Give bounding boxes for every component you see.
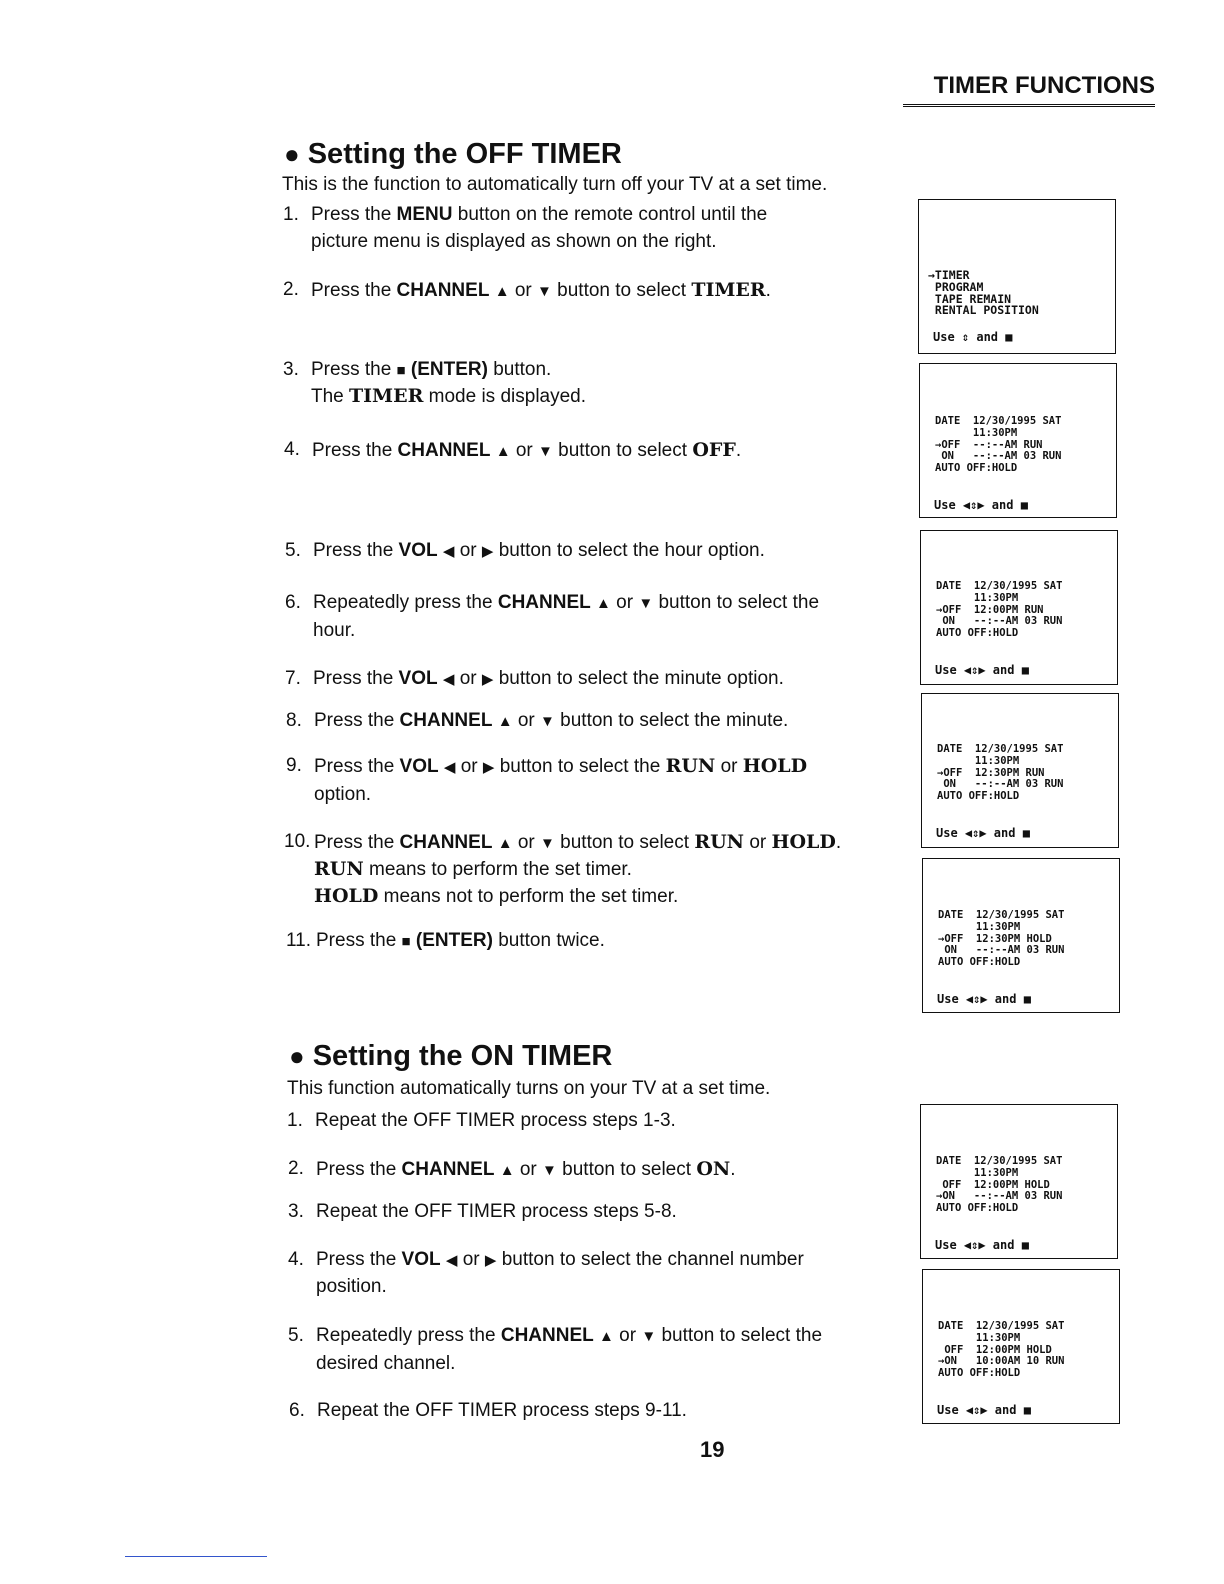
footer-link-underline <box>125 1556 267 1557</box>
osd-screen-2 <box>920 530 1118 685</box>
osd-line: →OFF 12:30PM HOLD <box>938 932 1052 945</box>
osd-line: →OFF 12:00PM RUN <box>936 603 1044 616</box>
step-line: position. <box>316 1276 387 1297</box>
on-timer-intro: This function automatically turns on your TV at a set time. <box>287 1078 771 1099</box>
osd-menu-foot: Use ⇕ and ■ <box>933 330 1013 344</box>
step-number: 8. <box>286 710 302 731</box>
off-timer-title: Setting the OFF TIMER <box>307 138 622 170</box>
step-line: Press the CHANNEL ▲ or ▼ button to select the minute. <box>314 710 789 731</box>
osd-screen-lines <box>936 1156 1062 1215</box>
osd-line: OFF 12:00PM HOLD <box>936 1178 1050 1191</box>
osd-screen-1 <box>919 363 1117 518</box>
osd-line: →ON --:--AM 03 RUN <box>936 1190 1063 1203</box>
on-timer-title: Setting the ON TIMER <box>312 1040 613 1072</box>
osd-line: 11:30PM <box>937 754 1020 767</box>
osd-line: AUTO OFF:HOLD <box>938 1367 1021 1380</box>
on-timer-heading <box>289 1040 612 1073</box>
step-number: 4. <box>288 1249 304 1270</box>
step-line: Press the CHANNEL ▲ or ▼ button to select TIMER. <box>311 279 771 301</box>
osd-line: AUTO OFF:HOLD <box>937 790 1020 803</box>
step-line: Repeat the OFF TIMER process steps 5-8. <box>316 1201 677 1222</box>
osd-line: 11:30PM <box>936 591 1019 604</box>
osd-screen-3 <box>921 693 1119 848</box>
osd-screen-6 <box>922 1269 1120 1424</box>
osd-line: RENTAL POSITION <box>928 303 1039 318</box>
step-number: 3. <box>283 359 299 380</box>
step-number: 5. <box>288 1325 304 1346</box>
step-line: option. <box>314 784 372 805</box>
bullet-icon: ● <box>289 1041 305 1071</box>
step-number: 2. <box>283 279 299 300</box>
step-line: Press the VOL ◀ or ▶ button to select the minute option. <box>313 668 784 689</box>
osd-line: 11:30PM <box>936 1166 1019 1179</box>
step-line: hour. <box>313 620 356 641</box>
step-number: 1. <box>283 204 299 225</box>
section-header: TIMER FUNCTIONS <box>903 72 1155 107</box>
step-number: 6. <box>289 1400 305 1421</box>
osd-line: →ON 10:00AM 10 RUN <box>938 1355 1065 1368</box>
osd-screen-foot: Use ◀⇕▶ and ■ <box>935 663 1029 677</box>
step-line: Repeat the OFF TIMER process steps 1-3. <box>315 1110 676 1131</box>
osd-line: DATE 12/30/1995 SAT <box>936 1155 1063 1167</box>
osd-line: TAPE REMAIN <box>928 291 1012 306</box>
off-timer-intro: This is the function to automatically turn off your TV at a set time. <box>282 174 828 195</box>
step-number: 7. <box>285 668 301 689</box>
osd-screen-foot: Use ◀⇕▶ and ■ <box>934 498 1028 512</box>
bullet-icon: ● <box>284 139 300 169</box>
step-number: 2. <box>288 1158 304 1179</box>
step-line: desired channel. <box>316 1353 456 1374</box>
step-number: 9. <box>286 755 302 776</box>
step-line: Press the MENU button on the remote control until the <box>311 204 768 225</box>
osd-line: AUTO OFF:HOLD <box>938 956 1021 969</box>
osd-line: AUTO OFF:HOLD <box>936 1202 1019 1215</box>
osd-line: ON --:--AM 03 RUN <box>936 615 1063 628</box>
osd-screen-lines <box>938 910 1064 969</box>
step-line: Press the ■ (ENTER) button. <box>311 359 552 380</box>
osd-screen-lines <box>935 416 1061 475</box>
page-number: 19 <box>700 1437 725 1462</box>
off-timer-heading <box>284 138 622 171</box>
osd-line: OFF 12:00PM HOLD <box>938 1343 1052 1356</box>
step-number: 11. <box>286 930 312 951</box>
osd-line: 11:30PM <box>935 426 1018 439</box>
step-line: Press the VOL ◀ or ▶ button to select the channel number <box>316 1249 804 1270</box>
step-line: Repeatedly press the CHANNEL ▲ or ▼ button to select the <box>316 1325 823 1346</box>
step-line: Press the CHANNEL ▲ or ▼ button to select RUN or HOLD. <box>314 831 842 853</box>
step-line: HOLD means not to perform the set timer. <box>314 885 679 907</box>
osd-line: ON --:--AM 03 RUN <box>938 944 1065 957</box>
step-line: Repeatedly press the CHANNEL ▲ or ▼ button to select the <box>313 592 820 613</box>
osd-line: DATE 12/30/1995 SAT <box>936 580 1063 592</box>
step-number: 4. <box>284 439 300 460</box>
osd-line: →OFF 12:30PM RUN <box>937 766 1045 779</box>
osd-screen-5 <box>920 1104 1118 1259</box>
osd-line: DATE 12/30/1995 SAT <box>937 743 1064 755</box>
osd-line: 11:30PM <box>938 1331 1021 1344</box>
osd-screen-foot: Use ◀⇕▶ and ■ <box>937 1403 1031 1417</box>
osd-line: AUTO OFF:HOLD <box>935 462 1018 475</box>
osd-screen-foot: Use ◀⇕▶ and ■ <box>935 1238 1029 1252</box>
step-line: Press the ■ (ENTER) button twice. <box>316 930 605 951</box>
step-line: Press the VOL ◀ or ▶ button to select the RUN or HOLD <box>314 755 808 777</box>
osd-screen-lines <box>937 744 1063 803</box>
step-line: Repeat the OFF TIMER process steps 9-11. <box>317 1400 687 1421</box>
osd-line: 11:30PM <box>938 920 1021 933</box>
osd-line: AUTO OFF:HOLD <box>936 627 1019 640</box>
osd-screen-foot: Use ◀⇕▶ and ■ <box>937 992 1031 1006</box>
step-line: The TIMER mode is displayed. <box>311 385 587 407</box>
step-line: Press the VOL ◀ or ▶ button to select the hour option. <box>313 540 765 561</box>
step-line: Press the CHANNEL ▲ or ▼ button to select OFF. <box>312 439 742 461</box>
step-line: picture menu is displayed as shown on the right. <box>311 231 717 252</box>
osd-screen-foot: Use ◀⇕▶ and ■ <box>936 826 1030 840</box>
osd-line: →OFF --:--AM RUN <box>935 438 1043 451</box>
osd-line: →TIMER <box>928 268 970 282</box>
step-number: 3. <box>288 1201 304 1222</box>
osd-line: DATE 12/30/1995 SAT <box>935 415 1062 427</box>
step-number: 6. <box>285 592 301 613</box>
osd-screen-menu <box>918 199 1116 354</box>
osd-line: ON --:--AM 03 RUN <box>935 450 1062 463</box>
osd-screen-lines <box>938 1321 1064 1380</box>
osd-menu-lines <box>928 270 1039 317</box>
osd-line: DATE 12/30/1995 SAT <box>938 909 1065 921</box>
osd-screen-4 <box>922 858 1120 1013</box>
step-number: 5. <box>285 540 301 561</box>
osd-line: DATE 12/30/1995 SAT <box>938 1320 1065 1332</box>
step-line: Press the CHANNEL ▲ or ▼ button to select ON. <box>316 1158 736 1180</box>
step-number: 10. <box>284 831 311 852</box>
osd-line: PROGRAM <box>928 279 984 294</box>
osd-line: ON --:--AM 03 RUN <box>937 778 1064 791</box>
step-number: 1. <box>287 1110 303 1131</box>
step-line: RUN means to perform the set timer. <box>314 858 632 880</box>
osd-screen-lines <box>936 581 1062 640</box>
